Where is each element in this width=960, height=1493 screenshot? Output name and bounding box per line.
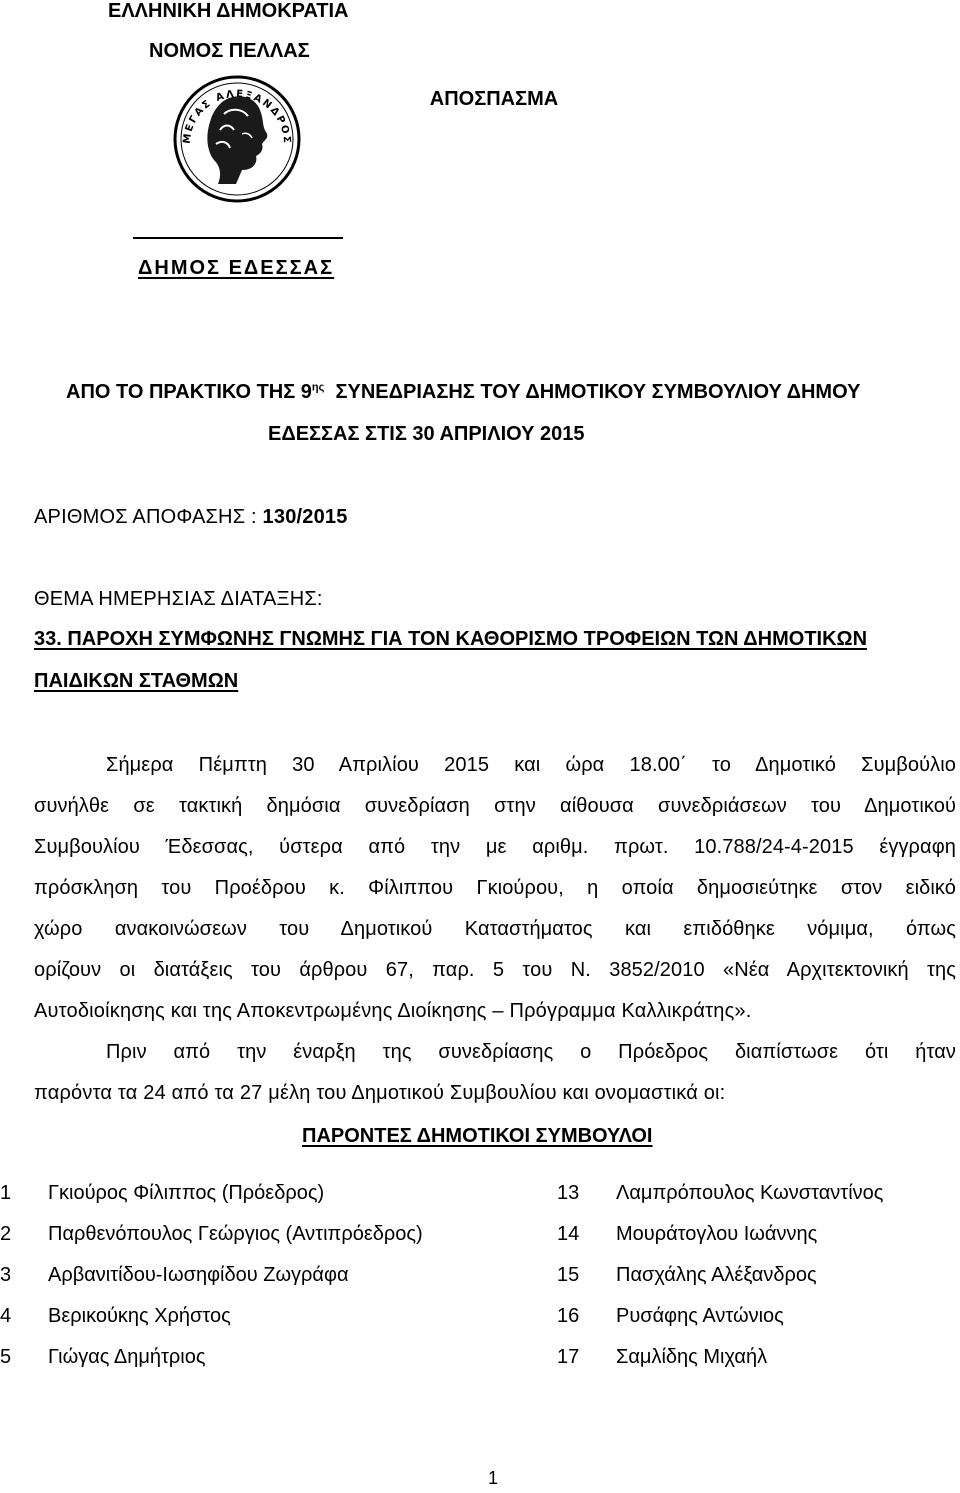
member-number: 14: [557, 1223, 580, 1245]
agenda-subject-line-1: 33. ΠΑΡΟΧΗ ΣΥΜΦΩΝΗΣ ΓΝΩΜΗΣ ΓΙΑ ΤΟΝ ΚΑΘΟΡΙΣΜΟ ΤΡΟΦΕΙΩΝ ΤΩΝ ΔΗΜΟΤΙΚΩΝ: [34, 628, 868, 650]
body-p2-line-2: παρόντα τα 24 από τα 27 μέλη του Δημοτικού Συμβουλίου και ονομαστικά οι:: [34, 1082, 726, 1104]
body-p1-line-2: συνήλθε σε τακτική δημόσια συνεδρίαση στην αίθουσα συνεδριάσεων του Δημοτικού: [34, 795, 956, 817]
member-number: 4: [0, 1305, 12, 1327]
member-name: Βερικούκης Χρήστος: [48, 1305, 231, 1327]
member-number: 15: [557, 1264, 580, 1286]
body-p1-line-6: ορίζουν οι διατάξεις του άρθρου 67, παρ. 5 του Ν. 3852/2010 «Νέα Αρχιτεκτονική της: [34, 959, 956, 981]
present-members-heading: ΠΑΡΟΝΤΕΣ ΔΗΜΟΤΙΚΟΙ ΣΥΜΒΟΥΛΟΙ: [302, 1125, 653, 1147]
municipality-heading: ΔΗΜΟΣ ΕΔΕΣΣΑΣ: [138, 257, 335, 279]
body-p1-line-4: πρόσκληση του Προέδρου κ. Φίλιππου Γκιούρου, η οποία δημοσιεύτηκε στον ειδικό: [34, 877, 956, 899]
decision-number: 130/2015: [262, 506, 348, 528]
body-p1-line-5: χώρο ανακοινώσεων του Δημοτικού Καταστήματος και επιδόθηκε νόμιμα, όπως: [34, 918, 956, 940]
member-number: 13: [557, 1182, 580, 1204]
member-name: Σαμλίδης Μιχαήλ: [616, 1346, 768, 1368]
title-line-3: ΕΔΕΣΣΑΣ ΣΤΙΣ 30 ΑΠΡΙΛΙΟΥ 2015: [268, 423, 585, 445]
member-name: Πασχάλης Αλέξανδρος: [616, 1264, 817, 1286]
body-p1-line-7: Αυτοδιοίκησης και της Αποκεντρωμένης Διοίκησης – Πρόγραμμα Καλλικράτης».: [34, 1000, 752, 1022]
decision-row: [34, 506, 348, 529]
member-number: 1: [0, 1182, 12, 1204]
body-p2-line-1: Πριν από την έναρξη της συνεδρίασης ο Πρόεδρος διαπίστωσε ότι ήταν: [106, 1041, 956, 1063]
member-name: Παρθενόπουλος Γεώργιος (Αντιπρόεδρος): [48, 1223, 423, 1245]
agenda-label: ΘΕΜΑ ΗΜΕΡΗΣΙΑΣ ΔΙΑΤΑΞΗΣ:: [34, 588, 323, 610]
decision-label: ΑΡΙΘΜΟΣ ΑΠΟΦΑΣΗΣ :: [34, 506, 257, 528]
title-line-2: ΑΠΟ ΤΟ ΠΡΑΚΤΙΚΟ ΤΗΣ $9^{\eta\varsigma}$ ΣΥΝΕΔΡΙΑΣΗΣ ΤΟΥ ΔΗΜΟΤΙΚΟΥ ΣΥΜΒΟΥΛΙΟΥ ΔΗΜΟΥ: [66, 381, 861, 403]
member-name: Ρυσάφης Αντώνιος: [616, 1305, 784, 1327]
member-name: Γιώγας Δημήτριος: [48, 1346, 206, 1368]
prefecture-heading: ΝΟΜΟΣ ΠΕΛΛΑΣ: [149, 40, 310, 62]
header-rule: [133, 237, 343, 239]
body-p1-line-1: Σήμερα Πέμπτη 30 Απριλίου 2015 και ώρα 18.00΄ το Δημοτικό Συμβούλιο: [106, 754, 956, 776]
svg-text:ΜΕΓΑΣ ΑΛΕΞΑΝΔΡΟΣ: ΜΕΓΑΣ ΑΛΕΞΑΝΔΡΟΣ: [181, 88, 293, 146]
body-p1-line-3: Συμβουλίου Έδεσσας, ύστερα από την με αριθμ. πρωτ. 10.788/24-4-2015 έγγραφη: [34, 836, 956, 858]
republic-heading: ΕΛΛΗΝΙΚΗ ΔΗΜΟΚΡΑΤΙΑ: [108, 0, 349, 22]
member-name: Λαμπρόπουλος Κωνσταντίνος: [616, 1182, 884, 1204]
member-number: 16: [557, 1305, 580, 1327]
agenda-subject-line-2: ΠΑΙΔΙΚΩΝ ΣΤΑΘΜΩΝ: [34, 670, 239, 692]
member-number: 2: [0, 1223, 12, 1245]
document-title: ΑΠΟΣΠΑΣΜΑ: [429, 88, 559, 110]
member-number: 17: [557, 1346, 580, 1368]
page-number: 1: [488, 1468, 499, 1488]
member-name: Γκιούρος Φίλιππος (Πρόεδρος): [48, 1182, 325, 1204]
member-name: Μουράτογλου Ιωάννης: [616, 1223, 818, 1245]
member-number: 3: [0, 1264, 12, 1286]
member-number: 5: [0, 1346, 12, 1368]
member-name: Αρβανιτίδου-Ιωσηφίδου Ζωγράφα: [48, 1264, 349, 1286]
